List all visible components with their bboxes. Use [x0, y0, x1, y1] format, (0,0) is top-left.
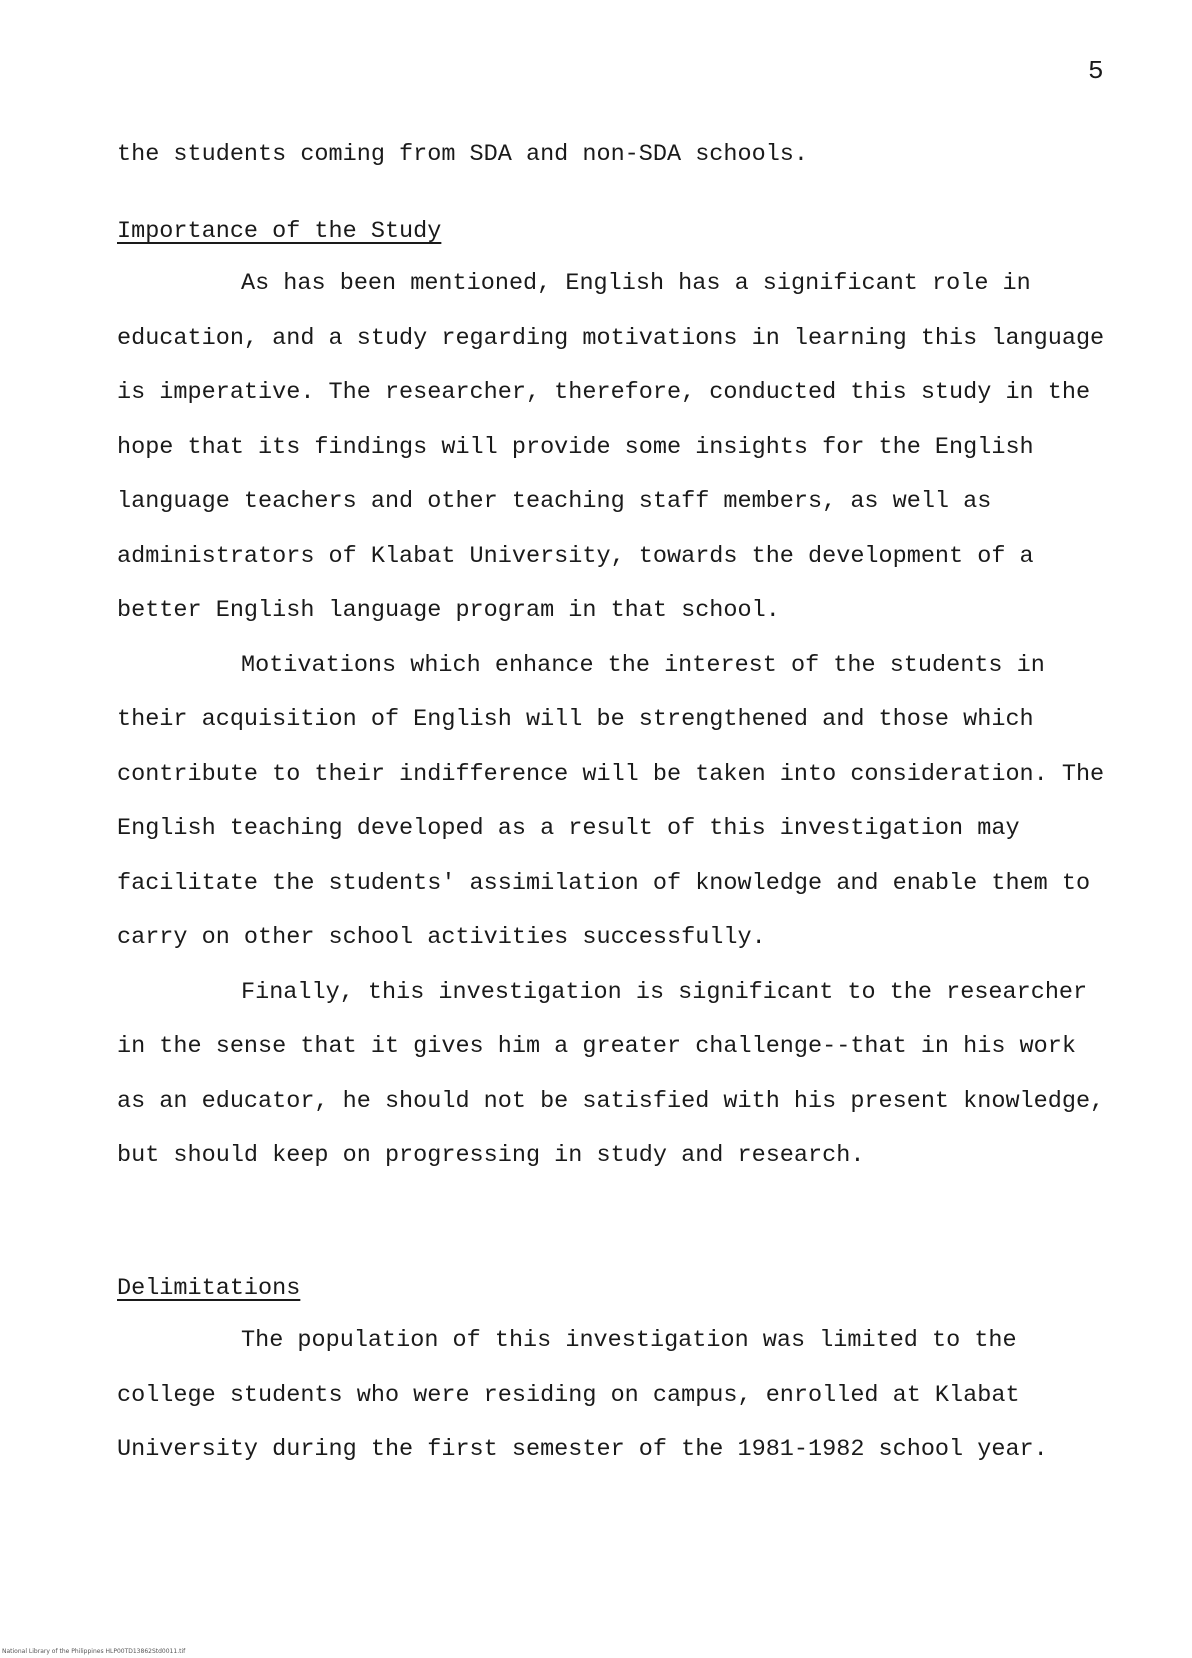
- delimitations-paragraph-1: The population of this investigation was limited to the college students who were residing on campus, enrolled at Klabat University during the first semester of the 1981-1982 school year.: [117, 1327, 1048, 1463]
- importance-heading: Importance of the Study: [117, 218, 442, 245]
- importance-body: [117, 257, 1117, 1184]
- importance-section: [117, 205, 1117, 260]
- intro-continuation: the students coming from SDA and non-SDA schools.: [117, 141, 809, 168]
- importance-paragraph-2: Motivations which enhance the interest of the students in their acquisition of English will be strengthened and those which contribute to their indifference will be taken into consideration. The English teaching developed as a result of this investigation may facilitate the students' assimilation of knowledge and enable them to carry on other school activities successfully.: [117, 651, 1105, 951]
- footer-stamp: National Library of the Philippines HLP00TD13862Std0011.tif: [2, 1648, 186, 1655]
- intro-block: [117, 128, 1117, 183]
- delimitations-section: [117, 1262, 1117, 1317]
- delimitations-heading: Delimitations: [117, 1275, 301, 1302]
- importance-paragraph-3: Finally, this investigation is significant to the researcher in the sense that it gives him a greater challenge--that in his work as an educator, he should not be satisfied with his present knowledge, but should keep on progressing in study and research.: [117, 978, 1105, 1169]
- page-number: 5: [1088, 56, 1104, 86]
- importance-paragraph-1: As has been mentioned, English has a significant role in education, and a study regarding motivations in learning this language is imperative. The researcher, therefore, conducted this study in the hope that its findings will provide some insights for the English language teachers and other teaching staff members, as well as administrators of Klabat University, towards the development of a better English language program in that school.: [117, 270, 1105, 624]
- delimitations-body: [117, 1314, 1117, 1478]
